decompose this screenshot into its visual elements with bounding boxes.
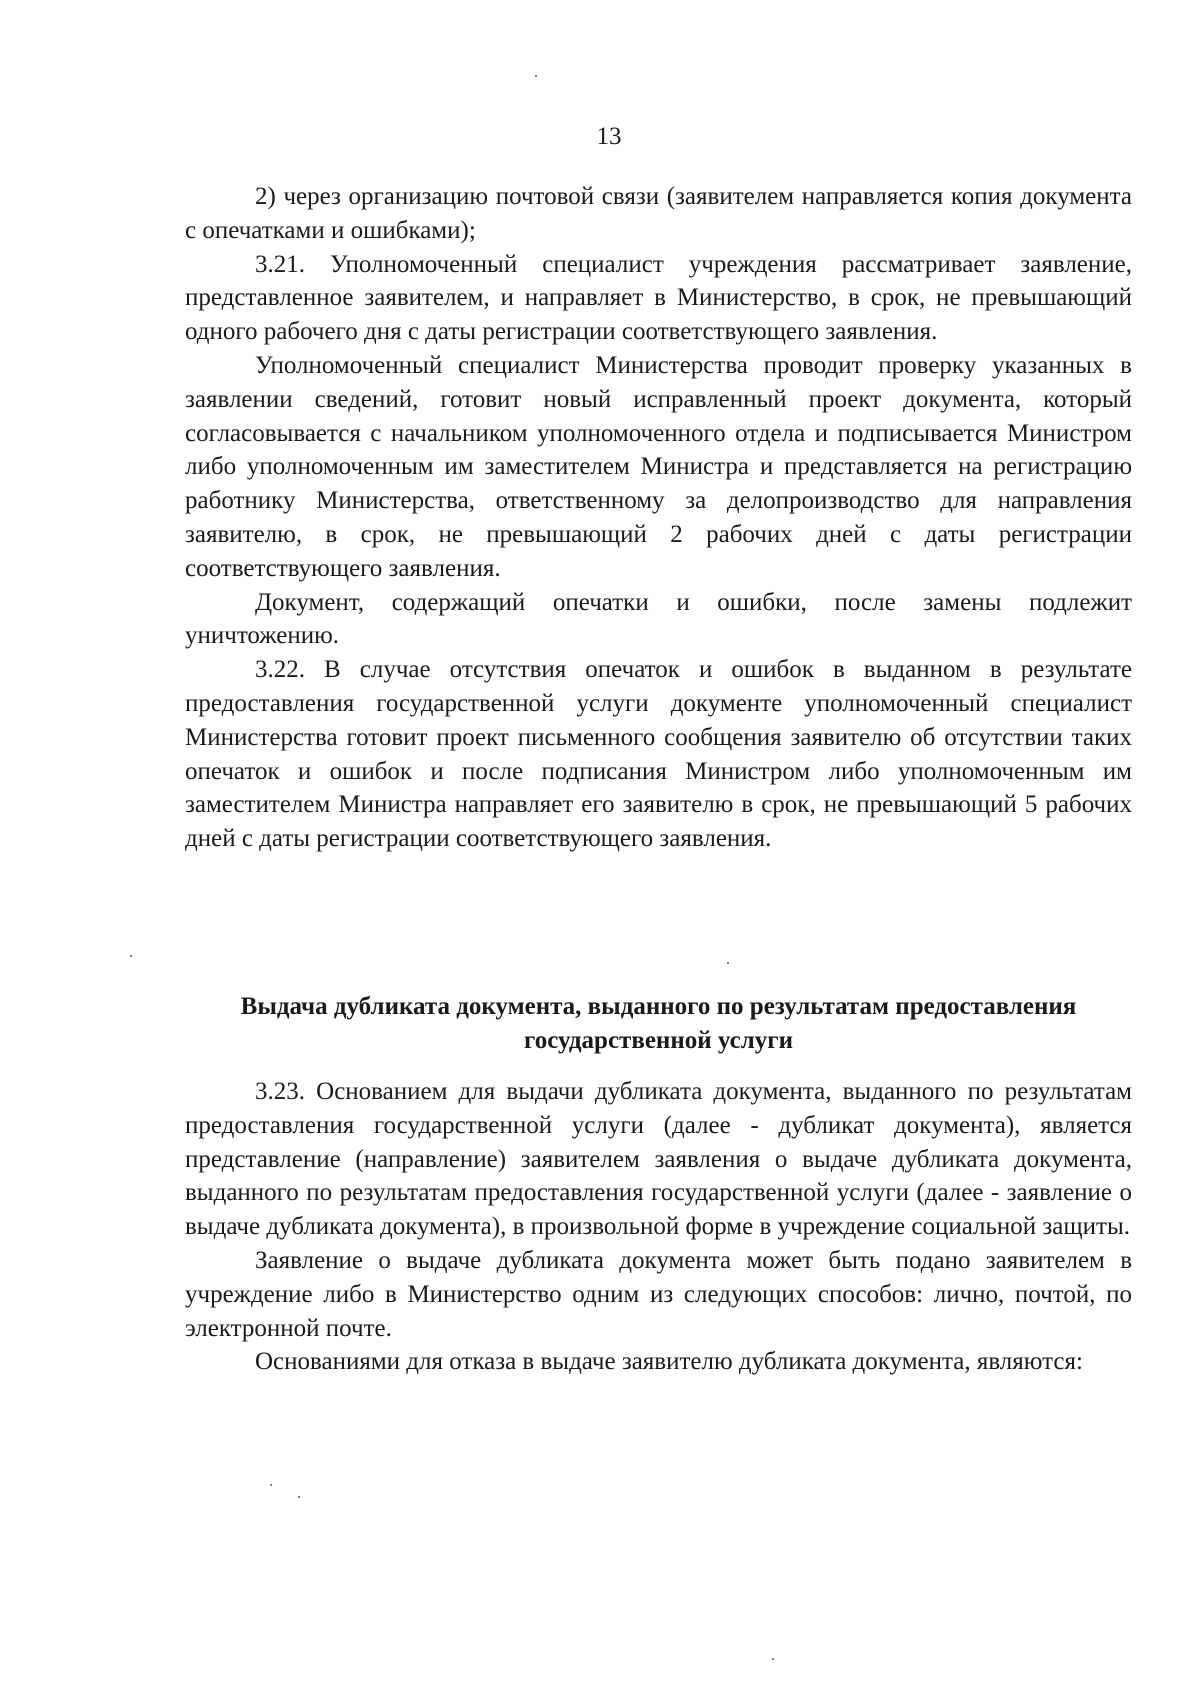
paragraph-ministry-check: Уполномоченный специалист Министерства проводит проверку указанных в заявлении сведений, готовит новый исправленный проект документа, который согласовывается с начальником уполномоченного отдела и подписывается Министром либо уполномоченным им заместителем Министра и представляется на регистрацию работнику Министерства, ответственному за делопроизводство для направления заявителю, в срок, не превышающий 2 рабочих дней с даты регистрации соответствующего заявления. — [185, 351, 1132, 582]
paragraph-refusal-grounds: Основаниями для отказа в выдаче заявителю дубликата документа, являются: — [255, 1348, 1083, 1376]
scan-speck — [535, 75, 537, 77]
paragraph-3-23: 3.23. Основанием для выдачи дубликата документа, выданного по результатам предоставления государственной услуги (далее - дубликат документа), является представление (направление) заявителем заявления о выдаче дубликата документа, выданного по результатам предоставления государственной услуги (далее - заявление о выдаче дубликата документа), в произвольной форме в учреждение социальной защиты. — [185, 1078, 1132, 1241]
scan-speck — [772, 1658, 774, 1660]
paragraph-submission-methods: Заявление о выдаче дубликата документа может быть подано заявителем в учреждение либо в Министерство одним из следующих способов: лично, почтой, по электронной почте. — [185, 1246, 1132, 1342]
scan-speck — [727, 962, 729, 964]
paragraph-3-22: 3.22. В случае отсутствия опечаток и ошибок в выданном в результате предоставления государственной услуги документе уполномоченный специалист Министерства готовит проект письменного сообщения заявителю об отсутствии таких опечаток и ошибок и после подписания Министром либо уполномоченным им заместителем Министра направляет его заявителю в срок, не превышающий 5 рабочих дней с даты регистрации соответствующего заявления. — [185, 656, 1132, 853]
section-heading-line-2: государственной услуги — [523, 1027, 794, 1054]
scan-speck — [130, 955, 132, 957]
paragraph-3-21: 3.21. Уполномоченный специалист учреждения рассматривает заявление, представленное заявителем, и направляет в Министерство, в срок, не превышающий одного рабочего дня с даты регистрации соответствующего заявления. — [185, 250, 1132, 346]
section-heading — [185, 990, 1132, 1058]
paragraph-postal-method: 2) через организацию почтовой связи (заявителем направляется копия документа с опечатками и ошибками); — [185, 183, 1132, 244]
scan-speck — [270, 1484, 272, 1486]
section-text-bottom — [185, 1075, 1132, 1379]
paragraph-destruction: Документ, содержащий опечатки и ошибки, после замены подлежит уничтожению. — [185, 588, 1132, 650]
page-number: 13 — [596, 123, 622, 150]
scan-speck — [298, 1496, 300, 1498]
section-heading-line-1: Выдача дубликата документа, выданного по результатам предоставления — [240, 993, 1077, 1020]
section-text-top — [185, 180, 1132, 856]
